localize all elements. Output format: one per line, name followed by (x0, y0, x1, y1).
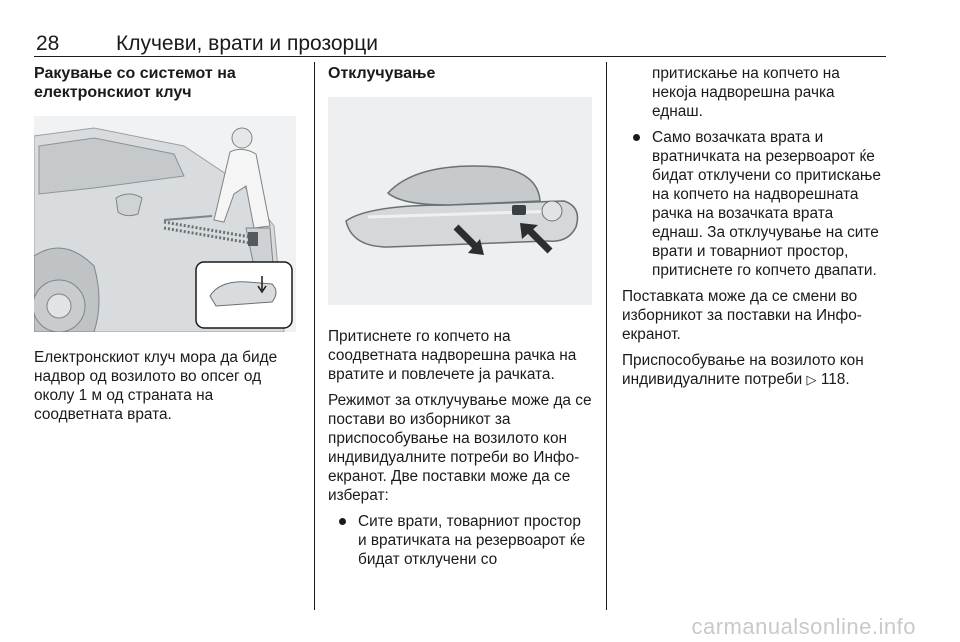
list-item-continuation: притискање на копчето на некоја надворешна рачка еднаш. (652, 65, 840, 120)
car-person-drawing (34, 116, 296, 332)
personalization-text: Приспособување на возилото кон индивидуалните потреби (622, 352, 864, 388)
column-divider-2 (606, 62, 607, 610)
paragraph-setting-change: Поставката може да се смени во изборникот за поставки на Инфо-екранот. (622, 288, 862, 343)
door-handle-illustration (328, 97, 592, 305)
paragraph-key-range: Електронскиот клуч мора да биде надвор од возилото во опсег од околу 1 м од страната на соодветната врата. (34, 349, 278, 423)
list-item-all-doors: Сите врати, товарниот простор и вратичката на резервоарот ќе бидат отклучени со (328, 512, 592, 569)
column-1 (34, 64, 296, 431)
column-divider-1 (314, 62, 315, 610)
page-header (34, 30, 886, 57)
section-heading-electronic-key: Ракување со системот на електронскиот клуч (34, 65, 236, 101)
column-3 (622, 64, 888, 396)
section-heading-unlocking: Отклучување (328, 65, 436, 82)
column-2 (328, 64, 592, 576)
paragraph-press-button: Притиснете го копчето на соодветната надворешна рачка на вратите и повлечете ја рачката. (328, 328, 577, 383)
watermark: carmanualsonline.info (691, 614, 916, 639)
page-reference-arrow-icon[interactable]: ▷ (806, 372, 817, 387)
door-handle-drawing (328, 97, 592, 305)
unlock-options-list (328, 512, 592, 569)
paragraph-unlock-mode: Режимот за отклучување може да се постави во изборникот за приспособување на возилото кон индивидуалните потреби во Инфо-екранот. Две поставки може да се изберат: (328, 392, 592, 504)
page-reference-number[interactable]: 118. (820, 371, 850, 388)
page-number: 28 (36, 32, 60, 55)
chapter-title: Клучеви, врати и прозорци (116, 32, 378, 55)
unlock-options-list-cont (622, 128, 888, 280)
list-item-driver-door: Само возачката врата и вратничката на резервоарот ќе бидат отклучени со притискање на копчето на надворешната рачка на возачката врата еднаш. За отклучување на сите врати и товарниот простор, притиснете го копчето двапати. (622, 128, 888, 280)
car-door-illustration (34, 116, 296, 332)
paragraph-personalization (622, 351, 888, 389)
